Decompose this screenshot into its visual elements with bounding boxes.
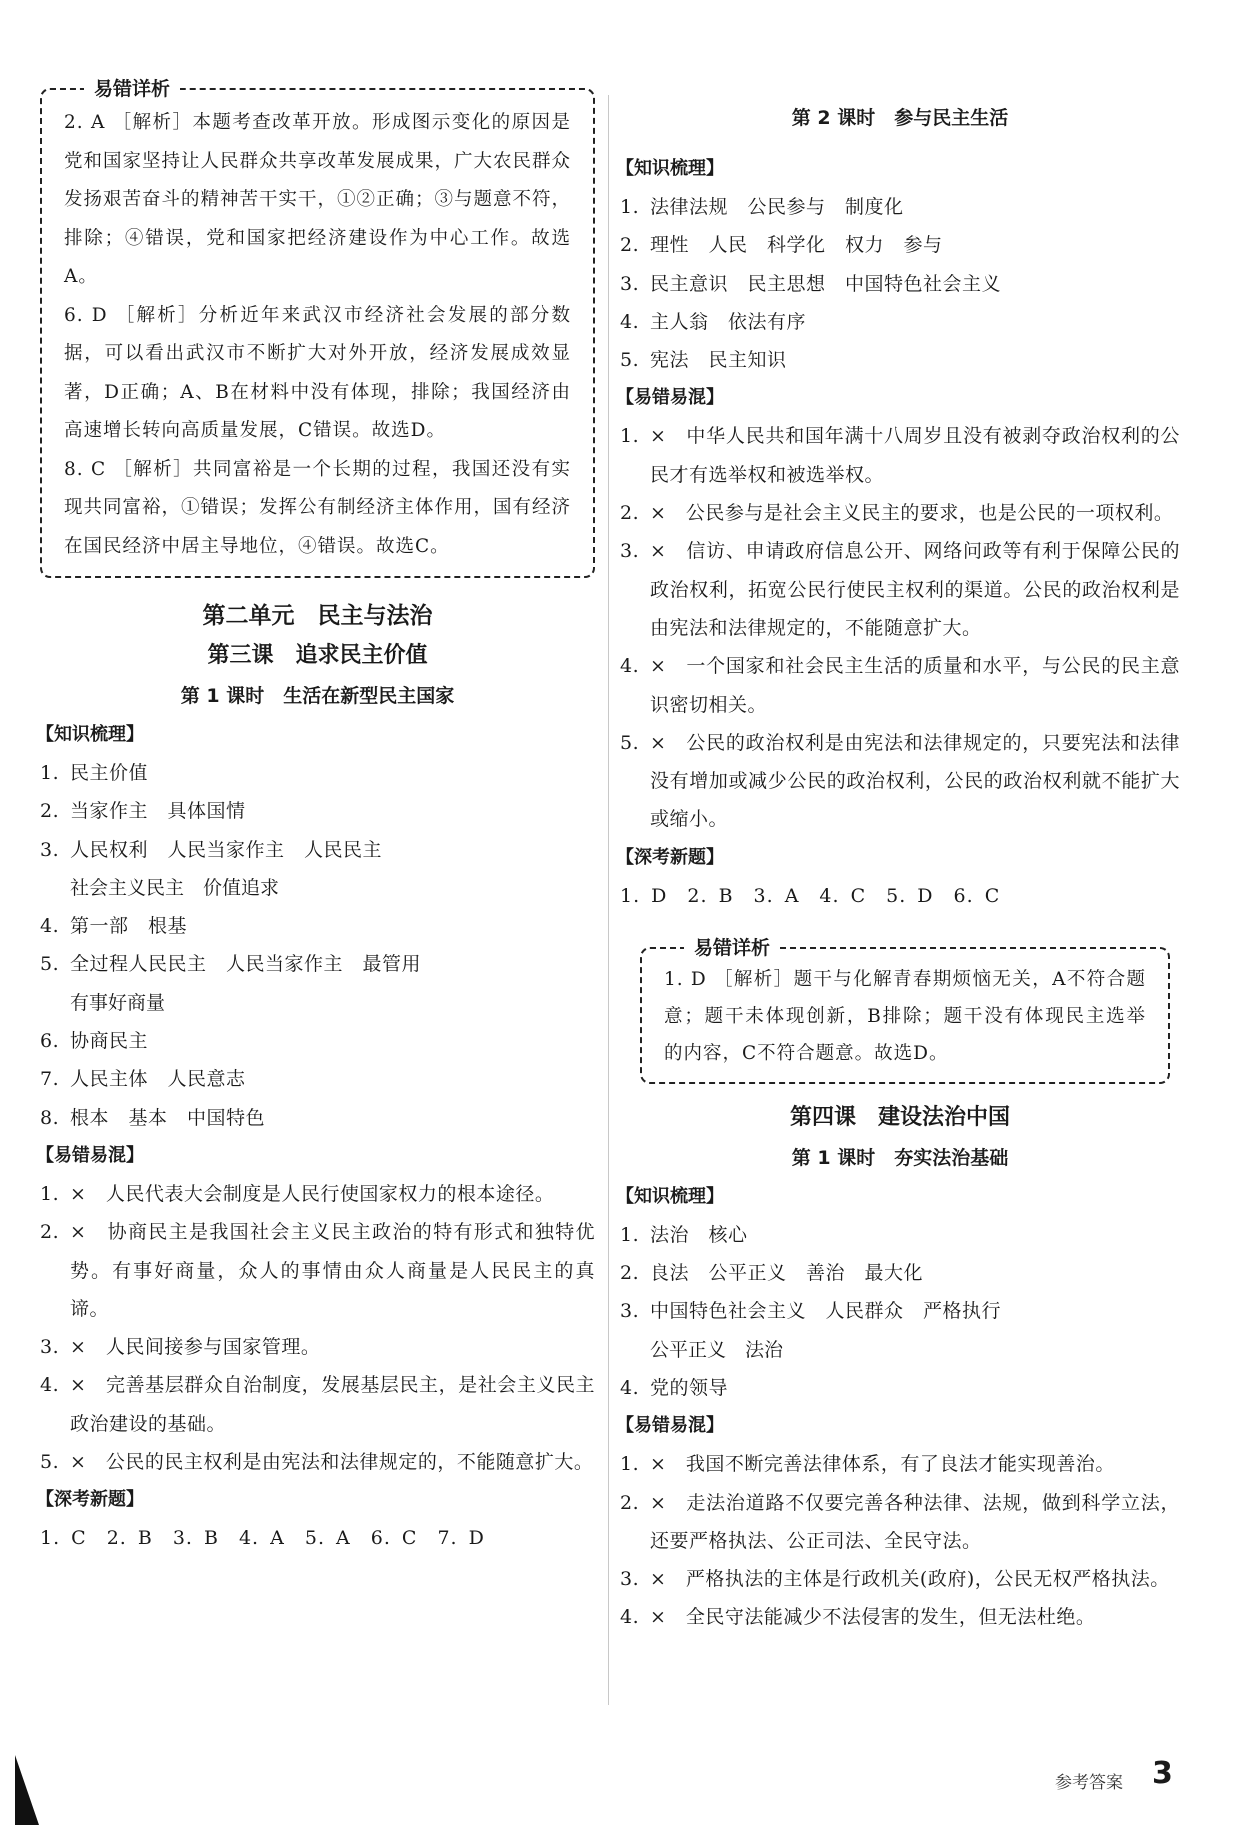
list-item: 4. 主人翁 依法有序 xyxy=(620,310,807,333)
list-item: 1. 法治 核心 xyxy=(620,1223,748,1246)
error-analysis-title: 易错详析 xyxy=(84,74,180,101)
knowledge-label: 【知识梳理】 xyxy=(616,1185,724,1207)
right-column xyxy=(616,0,1180,1637)
knowledge-label: 【知识梳理】 xyxy=(616,158,724,179)
analysis-paragraph: 2. A ［解析］本题考查改革开放。形成图示变化的原因是党和国家坚持让人民群众共享改革发展成果，广大农民群众发扬艰苦奋斗的精神苦干实干，①②正确；③与题意不符，排除；④错误，党和国家把经济建设作为中心工作。故选A。 xyxy=(64,112,572,287)
list-item-continuation: 社会主义民主 价值追求 xyxy=(70,876,280,899)
errors-label: 【易错易混】 xyxy=(616,1415,724,1437)
list-item: 7. 人民主体 人民意志 xyxy=(40,1068,246,1091)
exam-answers: 1. C 2. B 3. B 4. A 5. A 6. C 7. D xyxy=(40,1527,485,1550)
list-item: 2. × 走法治道路不仅要完善各种法律、法规，做到科学立法，还要严格执法、公正司法、全民守法。 xyxy=(620,1491,1180,1552)
exam-label: 【深考新题】 xyxy=(616,846,724,868)
list-item: 5. 全过程人民民主 人民当家作主 最管用 xyxy=(40,953,422,976)
page-corner-mark xyxy=(15,1755,39,1825)
exam-answers: 1. D 2. B 3. A 4. C 5. D 6. C xyxy=(620,884,1001,907)
list-item: 1. × 中华人民共和国年满十八周岁且没有被剥夺政治权利的公民才有选举权和被选举权。 xyxy=(620,425,1180,486)
analysis-paragraph: 1. D ［解析］题干与化解青春期烦恼无关，A不符合题意；题干未体现创新，B排除；题干没有体现民主选举的内容，C不符合题意。故选D。 xyxy=(664,968,1146,1064)
error-analysis-box xyxy=(640,936,1170,1084)
list-item: 2. 当家作主 具体国情 xyxy=(40,800,246,823)
lesson-title: 第三课 追求民主价值 xyxy=(207,643,428,668)
column-divider xyxy=(608,95,609,1705)
left-column xyxy=(36,0,595,1557)
list-item: 2. 良法 公平正义 善治 最大化 xyxy=(620,1262,924,1285)
list-item: 4. × 完善基层群众自治制度，发展基层民主，是社会主义民主政治建设的基础。 xyxy=(40,1374,595,1435)
class-title: 第 1 课时 夯实法治基础 xyxy=(791,1146,1009,1169)
list-item: 5. × 公民的政治权利是由宪法和法律规定的，只要宪法和法律没有增加或减少公民的政治权利，公民的政治权利就不能扩大或缩小。 xyxy=(620,731,1180,831)
list-item: 1. × 我国不断完善法律体系，有了良法才能实现善治。 xyxy=(620,1453,1115,1476)
class-title: 第 2 课时 参与民主生活 xyxy=(791,107,1009,129)
page-number: 3 xyxy=(1152,1756,1173,1791)
list-item: 3. × 信访、申请政府信息公开、网络问政等有利于保障公民的政治权利，拓宽公民行使民主权利的渠道。公民的政治权利是由宪法和法律规定的，不能随意扩大。 xyxy=(620,540,1180,639)
list-item: 1. 民主价值 xyxy=(40,762,149,784)
list-item: 5. 宪法 民主知识 xyxy=(620,349,787,372)
lesson-title: 第四课 建设法治中国 xyxy=(789,1104,1010,1130)
errors-label: 【易错易混】 xyxy=(616,387,724,409)
list-item: 2. × 协商民主是我国社会主义民主政治的特有形式和独特优势。有事好商量，众人的事情由众人商量是人民民主的真谛。 xyxy=(40,1221,595,1320)
list-item: 1. 法律法规 公民参与 制度化 xyxy=(620,196,904,218)
errors-label: 【易错易混】 xyxy=(36,1144,144,1166)
list-item: 1. × 人民代表大会制度是人民行使国家权力的根本途径。 xyxy=(40,1182,555,1205)
analysis-paragraph: 8. C ［解析］共同富裕是一个长期的过程，我国还没有实现共同富裕，①错误；发挥公有制经济主体作用，国有经济在国民经济中居主导地位，④错误。故选C。 xyxy=(64,458,572,557)
list-item: 5. × 公民的民主权利是由宪法和法律规定的，不能随意扩大。 xyxy=(40,1451,594,1474)
knowledge-list xyxy=(620,1216,1180,1407)
list-item: 6. 协商民主 xyxy=(40,1030,149,1053)
list-item: 4. × 全民守法能减少不法侵害的发生，但无法杜绝。 xyxy=(620,1606,1096,1629)
errors-list xyxy=(620,417,1180,838)
list-item: 4. × 一个国家和社会民主生活的质量和水平，与公民的民主意识密切相关。 xyxy=(620,655,1180,716)
footer-label: 参考答案 xyxy=(1055,1773,1123,1793)
list-item: 8. 根本 基本 中国特色 xyxy=(40,1106,266,1129)
list-item: 2. 理性 人民 科学化 权力 参与 xyxy=(620,234,943,257)
errors-list xyxy=(620,1445,1180,1636)
list-item: 4. 第一部 根基 xyxy=(40,915,188,938)
list-item-continuation: 公平正义 法治 xyxy=(650,1338,784,1361)
knowledge-label: 【知识梳理】 xyxy=(36,724,144,745)
list-item-continuation: 有事好商量 xyxy=(70,991,166,1014)
unit-title: 第二单元 民主与法治 xyxy=(202,603,433,629)
list-item: 3. × 人民间接参与国家管理。 xyxy=(40,1336,321,1359)
list-item: 3. 人民权利 人民当家作主 人民民主 xyxy=(40,838,383,861)
list-item: 3. 民主意识 民主思想 中国特色社会主义 xyxy=(620,272,1002,295)
class-title: 第 1 课时 生活在新型民主国家 xyxy=(180,685,455,707)
knowledge-list xyxy=(40,754,595,1137)
error-analysis-title: 易错详析 xyxy=(684,933,780,960)
exam-label: 【深考新题】 xyxy=(36,1489,144,1511)
errors-list xyxy=(40,1175,595,1481)
knowledge-list xyxy=(620,188,1180,379)
list-item: 2. × 公民参与是社会主义民主的要求，也是公民的一项权利。 xyxy=(620,502,1174,525)
error-analysis-box xyxy=(40,78,595,578)
list-item: 3. × 严格执法的主体是行政机关(政府)，公民无权严格执法。 xyxy=(620,1568,1170,1591)
analysis-paragraph: 6. D ［解析］分析近年来武汉市经济社会发展的部分数据，可以看出武汉市不断扩大对外开放，经济发展成效显著，D正确；A、B在材料中没有体现，排除；我国经济由高速增长转向高质量发展，C错误。故选D。 xyxy=(64,304,571,441)
list-item: 4. 党的领导 xyxy=(620,1376,729,1399)
list-item: 3. 中国特色社会主义 人民群众 严格执行 xyxy=(620,1300,1002,1323)
